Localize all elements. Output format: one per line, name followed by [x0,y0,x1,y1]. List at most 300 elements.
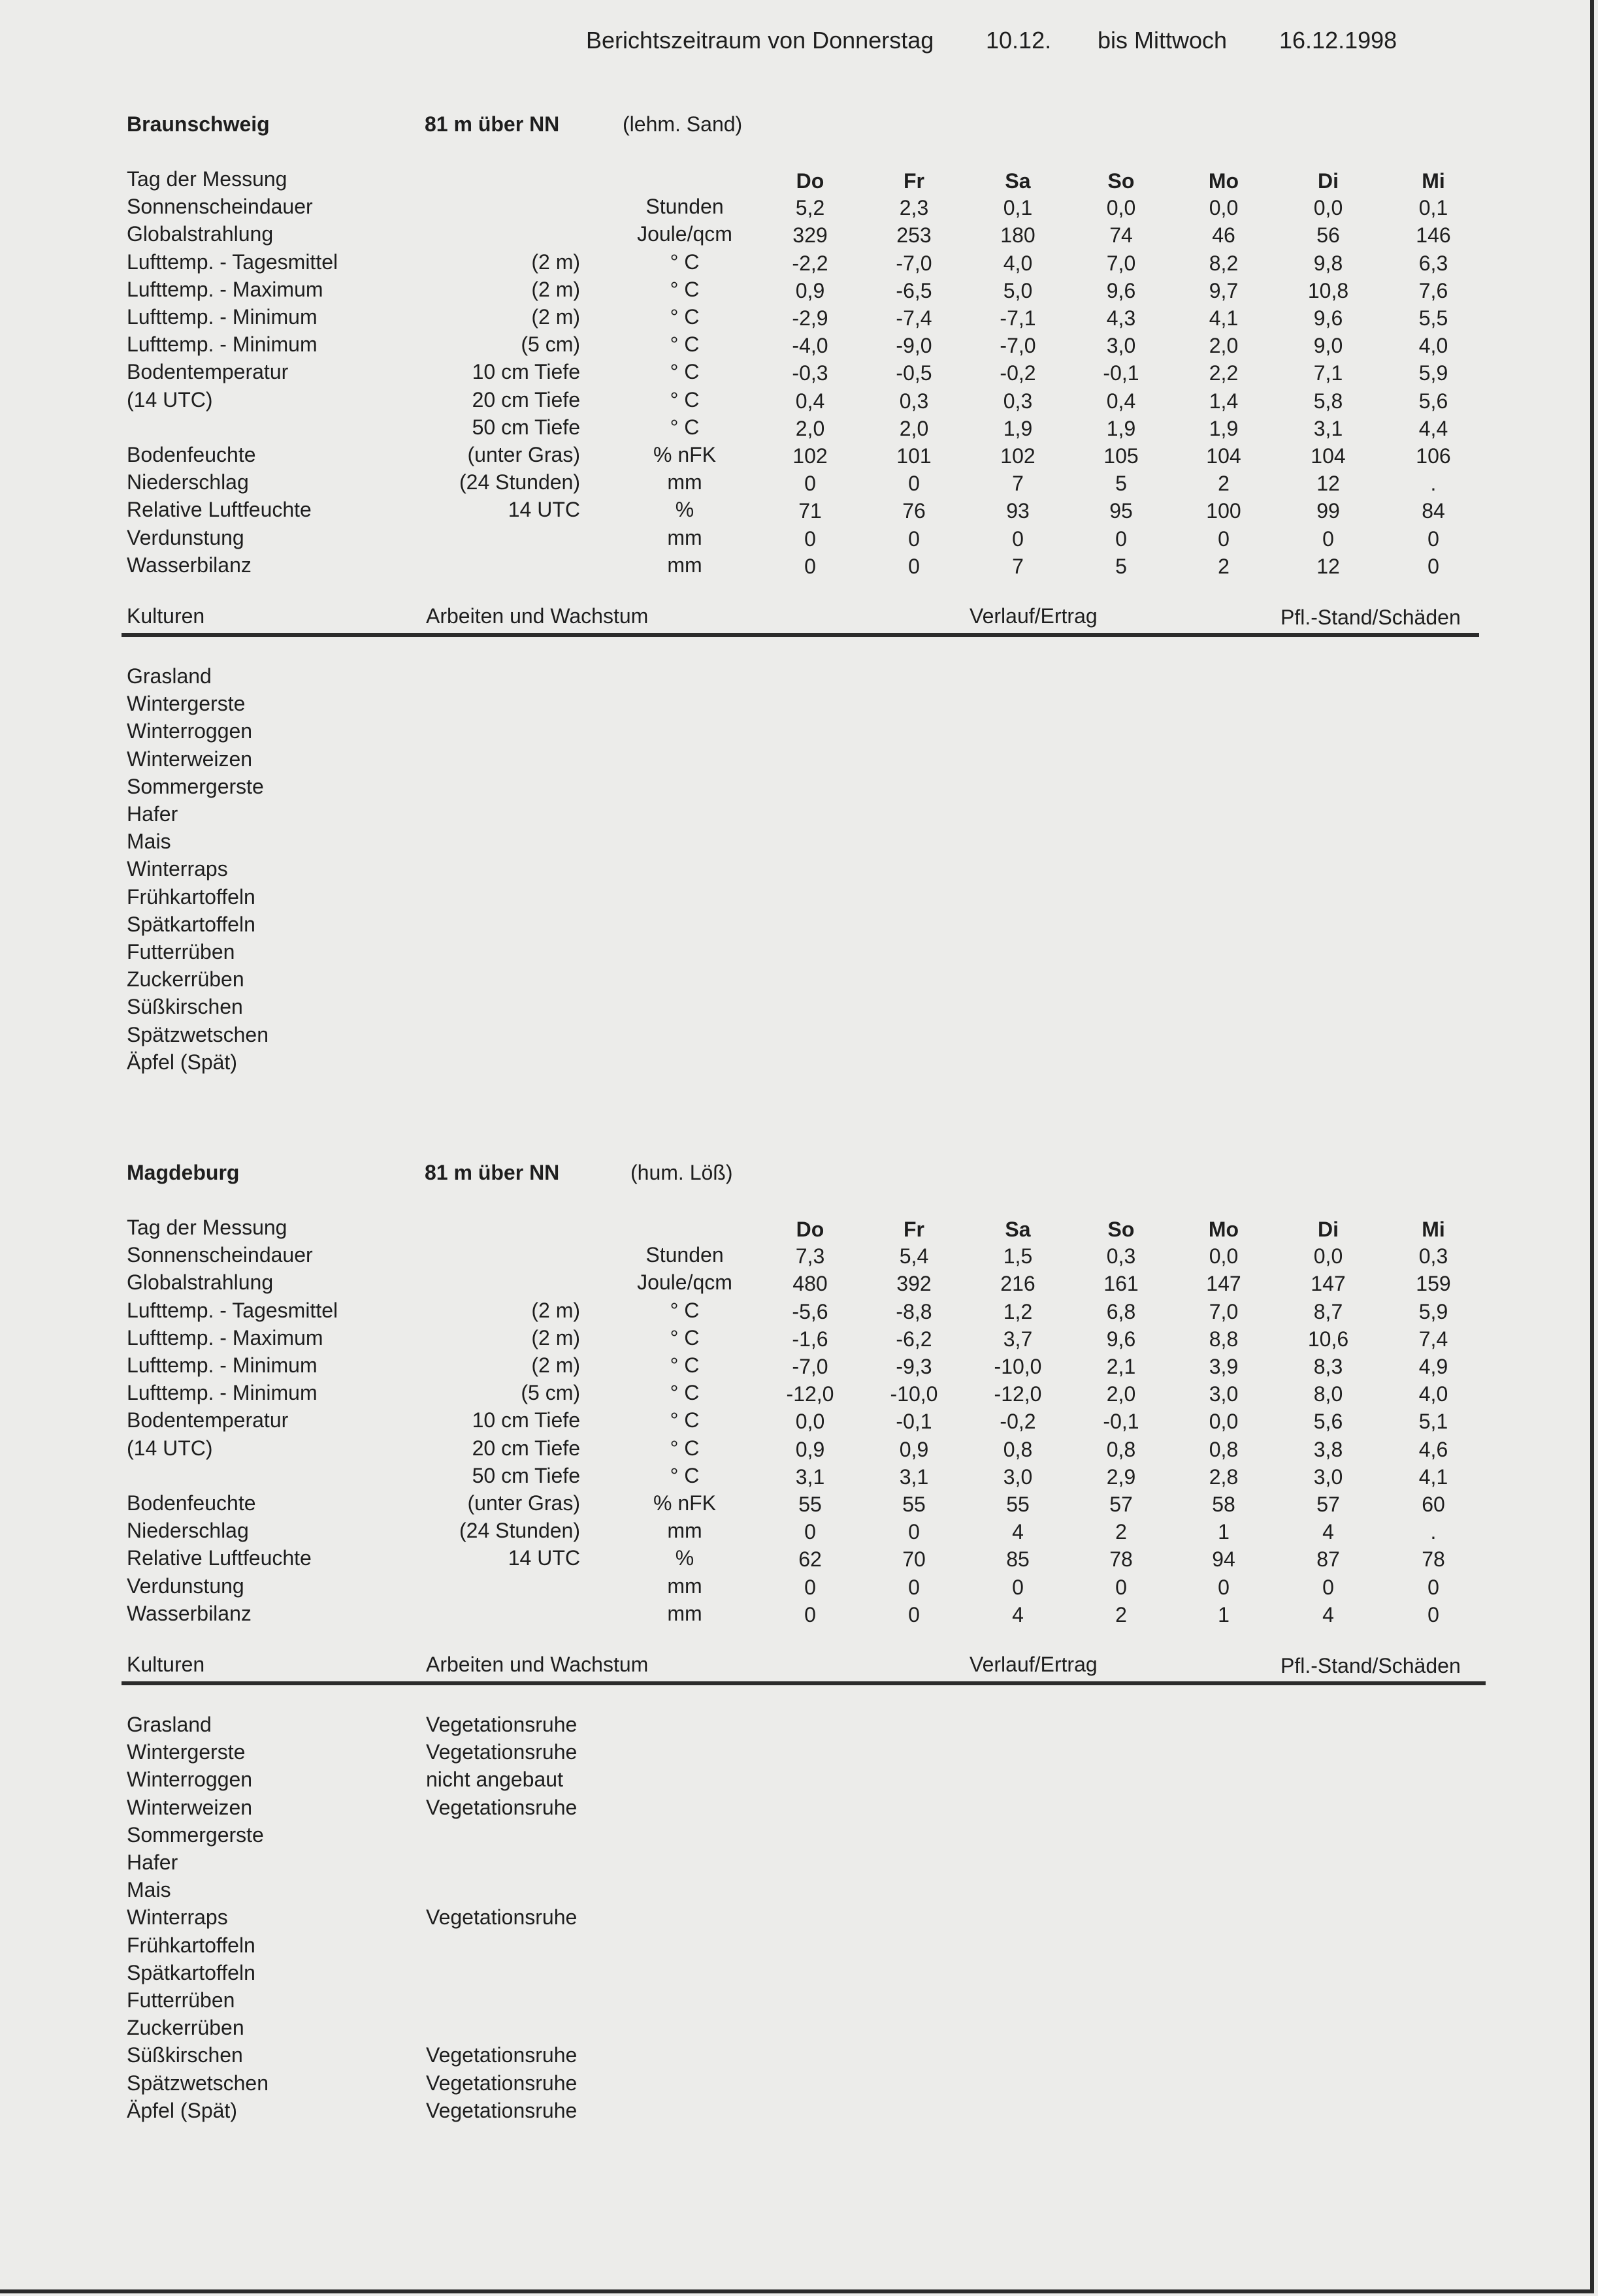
row-value: -2,9 [792,306,828,330]
crop-work: Vegetationsruhe [426,1905,578,1929]
row-value: 0 [1322,527,1334,551]
row-label: Lufttemp. - Minimum [127,1381,318,1404]
row-unit: ° C [670,1381,700,1404]
row-unit: ° C [670,305,700,329]
culture-header-work: Arbeiten und Wachstum [426,1653,649,1676]
row-value: 0 [1322,1576,1334,1599]
row-value: 5,6 [1418,389,1448,413]
row-value: 0,8 [1003,1438,1033,1461]
row-value: -0,1 [896,1410,932,1433]
row-value: 4 [1012,1603,1024,1626]
crop-name: Spätzwetschen [127,1023,269,1046]
row-unit: ° C [670,360,700,383]
row-unit: ° C [670,1436,700,1460]
row-value: 4 [1012,1520,1024,1544]
row-value: 480 [792,1272,828,1295]
crop-name: Äpfel (Spät) [127,2099,237,2122]
row-label: Lufttemp. - Tagesmittel [127,1299,338,1322]
row-unit: ° C [670,332,700,356]
row-label: (14 UTC) [127,1436,213,1460]
row-value: 0,3 [1003,389,1033,413]
row-unit: % nFK [653,1491,717,1515]
row-value: 95 [1109,499,1133,523]
row-value: 87 [1316,1547,1340,1571]
row-value: 2 [1218,555,1230,578]
row-value: 10,8 [1307,279,1349,302]
row-value: 2,0 [1106,1382,1136,1406]
row-value: 5,4 [899,1244,929,1268]
culture-header-state: Pfl.-Stand/Schäden [1280,606,1461,629]
row-value: 1 [1218,1520,1230,1544]
row-value: 94 [1212,1547,1235,1571]
row-value: 0,3 [899,389,929,413]
row-value: 147 [1206,1272,1241,1295]
row-value: 5,9 [1418,1300,1448,1323]
row-unit: % [675,498,694,521]
row-value: 0,1 [1003,196,1033,219]
station-name: Braunschweig [127,112,270,136]
row-value: 105 [1103,444,1139,468]
row-value: 12 [1316,555,1340,578]
row-value: 0,0 [795,1410,825,1433]
row-value: 1,4 [1209,389,1239,413]
header-rule [122,633,1479,637]
row-label: Niederschlag [127,1519,249,1542]
crop-name: Winterweizen [127,1796,253,1819]
row-value: 4,0 [1418,1382,1448,1406]
row-sublabel: (24 Stunden) [459,470,580,494]
row-value: 3,9 [1209,1355,1239,1378]
crop-name: Grasland [127,1713,212,1736]
row-value: -4,0 [792,334,828,357]
row-sublabel: (5 cm) [521,1381,580,1404]
row-value: 0,4 [795,389,825,413]
row-value: -7,1 [1000,306,1036,330]
day-header: So [1107,1218,1135,1241]
row-value: 9,6 [1106,279,1136,302]
row-value: 146 [1416,223,1451,247]
row-value: 85 [1006,1547,1030,1571]
row-value: 8,0 [1313,1382,1343,1406]
culture-header-course: Verlauf/Ertrag [970,604,1098,628]
row-value: 106 [1416,444,1451,468]
crop-name: Spätzwetschen [127,2071,269,2095]
day-row-label: Tag der Messung [127,167,287,191]
row-sublabel: (unter Gras) [467,1491,580,1515]
row-value: 1,2 [1003,1300,1033,1323]
row-value: 5,6 [1313,1410,1343,1433]
day-row-label: Tag der Messung [127,1216,287,1239]
crop-name: Grasland [127,664,212,688]
start-date: 10.12. [986,27,1052,54]
culture-header-course: Verlauf/Ertrag [970,1653,1098,1676]
crop-name: Zuckerrüben [127,967,244,991]
row-value: 0 [1427,527,1439,551]
row-label: Globalstrahlung [127,222,274,246]
row-value: 55 [1006,1493,1030,1516]
row-value: 180 [1000,223,1035,247]
row-value: 0,0 [1209,196,1239,219]
row-unit: % nFK [653,443,717,466]
row-unit: mm [667,526,702,549]
period-label: Berichtszeitraum von Donnerstag [586,27,934,54]
row-value: 3,7 [1003,1327,1033,1351]
row-value: 0 [804,1603,816,1626]
row-sublabel: 10 cm Tiefe [472,1408,580,1432]
row-value: 0,9 [899,1438,929,1461]
station-name: Magdeburg [127,1161,240,1184]
row-value: 4,9 [1418,1355,1448,1378]
row-value: 5,9 [1418,361,1448,385]
crop-name: Sommergerste [127,775,264,798]
crop-name: Hafer [127,1851,178,1874]
row-value: -10,0 [994,1355,1042,1378]
crop-work: Vegetationsruhe [426,2071,578,2095]
row-value: 101 [896,444,932,468]
station-elevation: 81 m über NN [425,1161,560,1184]
row-value: 56 [1316,223,1340,247]
row-sublabel: (2 m) [531,250,580,274]
row-value: 4 [1322,1520,1334,1544]
row-value: 2 [1115,1603,1127,1626]
crop-name: Frühkartoffeln [127,1933,255,1957]
station-soil: (lehm. Sand) [623,112,743,136]
row-value: 0 [1427,1603,1439,1626]
row-value: 0,8 [1209,1438,1239,1461]
row-unit: Joule/qcm [637,1270,732,1294]
row-sublabel: 50 cm Tiefe [472,415,580,439]
row-value: 2,8 [1209,1465,1239,1489]
row-value: 4,1 [1418,1465,1448,1489]
row-value: 0 [1218,1576,1230,1599]
row-label: Bodentemperatur [127,360,289,383]
crop-name: Äpfel (Spät) [127,1050,237,1074]
day-header: Di [1318,1218,1339,1241]
row-value: 4,4 [1418,417,1448,440]
row-value: 5,2 [795,196,825,219]
crop-name: Süßkirschen [127,2043,243,2067]
row-value: 0,3 [1418,1244,1448,1268]
row-label: Wasserbilanz [127,1602,252,1625]
row-value: 9,6 [1106,1327,1136,1351]
row-value: . [1430,472,1437,495]
row-sublabel: 14 UTC [508,498,580,521]
crop-work: Vegetationsruhe [426,1713,578,1736]
row-unit: % [675,1546,694,1570]
row-value: -6,5 [896,279,932,302]
row-value: 58 [1212,1493,1235,1516]
row-value: -10,0 [890,1382,938,1406]
row-value: 0,0 [1106,196,1136,219]
row-sublabel: 20 cm Tiefe [472,388,580,412]
row-sublabel: (unter Gras) [467,443,580,466]
row-value: 0,0 [1209,1410,1239,1433]
day-header: Mi [1422,169,1445,193]
row-value: 84 [1422,499,1445,523]
row-value: . [1430,1520,1437,1544]
row-value: 2,9 [1106,1465,1136,1489]
row-sublabel: (2 m) [531,278,580,301]
crop-name: Winterraps [127,857,228,881]
row-value: 0,4 [1106,389,1136,413]
crop-name: Frühkartoffeln [127,885,255,909]
row-value: 9,0 [1313,334,1343,357]
header-rule [122,1681,1486,1685]
row-unit: mm [667,1602,702,1625]
row-value: 9,6 [1313,306,1343,330]
row-value: 2,1 [1106,1355,1136,1378]
row-value: 70 [902,1547,926,1571]
row-value: -1,6 [792,1327,828,1351]
row-value: 0,0 [1313,1244,1343,1268]
row-value: -12,0 [994,1382,1042,1406]
row-value: 71 [798,499,822,523]
row-value: -7,0 [792,1355,828,1378]
row-value: -5,6 [792,1300,828,1323]
row-value: 5,0 [1003,279,1033,302]
row-label: Lufttemp. - Minimum [127,1353,318,1377]
row-unit: ° C [670,1408,700,1432]
row-value: 7,1 [1313,361,1343,385]
row-value: 0 [908,1576,920,1599]
crop-name: Futterrüben [127,940,235,963]
row-unit: ° C [670,1299,700,1322]
row-value: -9,0 [896,334,932,357]
row-value: 0 [908,1603,920,1626]
row-value: -8,8 [896,1300,932,1323]
row-unit: Stunden [645,195,724,218]
row-value: 8,3 [1313,1355,1343,1378]
row-value: -9,3 [896,1355,932,1378]
row-sublabel: (5 cm) [521,332,580,356]
row-value: 74 [1109,223,1133,247]
row-sublabel: 14 UTC [508,1546,580,1570]
row-label: Wasserbilanz [127,553,252,577]
row-value: 0,0 [1313,196,1343,219]
end-date: 16.12.1998 [1279,27,1397,54]
row-value: 7 [1012,555,1024,578]
row-value: 3,0 [1209,1382,1239,1406]
row-value: 6,8 [1106,1300,1136,1323]
row-sublabel: (2 m) [531,305,580,329]
row-value: -0,5 [896,361,932,385]
crop-name: Winterweizen [127,747,253,771]
row-value: 78 [1422,1547,1445,1571]
row-unit: mm [667,1574,702,1598]
row-value: 1,9 [1106,417,1136,440]
row-value: 1,5 [1003,1244,1033,1268]
row-value: 0 [804,1576,816,1599]
row-value: 5 [1115,555,1127,578]
row-value: 0 [804,527,816,551]
row-unit: mm [667,1519,702,1542]
row-value: 0 [1115,527,1127,551]
day-header: Di [1318,169,1339,193]
row-value: 2,2 [1209,361,1239,385]
row-unit: Stunden [645,1243,724,1267]
row-value: 9,7 [1209,279,1239,302]
crop-name: Süßkirschen [127,995,243,1018]
row-value: 0 [908,1520,920,1544]
row-value: 2 [1115,1520,1127,1544]
row-value: 2,0 [899,417,929,440]
day-header: Fr [904,1218,924,1241]
row-unit: ° C [670,1353,700,1377]
row-value: 3,1 [795,1465,825,1489]
row-value: 4,0 [1418,334,1448,357]
row-value: 8,2 [1209,251,1239,275]
crop-name: Spätkartoffeln [127,1961,255,1984]
day-header: Mo [1208,169,1239,193]
row-value: 5,5 [1418,306,1448,330]
row-value: 3,0 [1106,334,1136,357]
row-value: 5 [1115,472,1127,495]
row-unit: ° C [670,388,700,412]
row-value: 0 [804,555,816,578]
row-value: 4,1 [1209,306,1239,330]
culture-header-crop: Kulturen [127,1653,205,1676]
row-value: 100 [1206,499,1241,523]
crop-name: Hafer [127,802,178,826]
day-header: So [1107,169,1135,193]
row-sublabel: (24 Stunden) [459,1519,580,1542]
row-value: 2,3 [899,196,929,219]
row-value: -0,3 [792,361,828,385]
row-value: 10,6 [1307,1327,1349,1351]
row-value: 0 [1012,527,1024,551]
row-unit: ° C [670,278,700,301]
row-value: -0,1 [1103,1410,1139,1433]
row-value: -0,2 [1000,361,1036,385]
row-unit: ° C [670,415,700,439]
row-unit: ° C [670,250,700,274]
row-value: 0 [1012,1576,1024,1599]
row-value: 0,3 [1106,1244,1136,1268]
row-unit: ° C [670,1464,700,1487]
row-value: 2,0 [795,417,825,440]
row-value: 161 [1103,1272,1139,1295]
row-value: 0 [804,472,816,495]
row-label: Bodentemperatur [127,1408,289,1432]
culture-header-crop: Kulturen [127,604,205,628]
day-header: Mo [1208,1218,1239,1241]
row-value: 7,0 [1209,1300,1239,1323]
crop-work: Vegetationsruhe [426,2043,578,2067]
row-label: Globalstrahlung [127,1270,274,1294]
row-label: Bodenfeuchte [127,1491,256,1515]
row-value: 0 [1427,555,1439,578]
row-value: -2,2 [792,251,828,275]
row-value: 62 [798,1547,822,1571]
row-value: 104 [1206,444,1241,468]
culture-header-work: Arbeiten und Wachstum [426,604,649,628]
row-value: 3,0 [1313,1465,1343,1489]
row-label: Niederschlag [127,470,249,494]
row-value: 9,8 [1313,251,1343,275]
row-value: 2,0 [1209,334,1239,357]
row-label: (14 UTC) [127,388,213,412]
crop-name: Winterroggen [127,1768,253,1791]
day-header: Sa [1005,169,1031,193]
row-value: 4 [1322,1603,1334,1626]
station-elevation: 81 m über NN [425,112,560,136]
row-value: 159 [1416,1272,1451,1295]
row-unit: mm [667,470,702,494]
row-value: 0,1 [1418,196,1448,219]
crop-name: Winterroggen [127,719,253,743]
row-unit: ° C [670,1326,700,1350]
row-unit: Joule/qcm [637,222,732,246]
row-value: 0,9 [795,1438,825,1461]
row-value: 6,3 [1418,251,1448,275]
row-value: 3,0 [1003,1465,1033,1489]
row-value: 102 [792,444,828,468]
row-value: 12 [1316,472,1340,495]
row-value: 93 [1006,499,1030,523]
crop-name: Mais [127,1878,171,1901]
row-value: 329 [792,223,828,247]
row-value: 0 [908,527,920,551]
row-value: 102 [1000,444,1035,468]
row-value: 0,0 [1209,1244,1239,1268]
row-label: Lufttemp. - Maximum [127,278,323,301]
row-sublabel: 50 cm Tiefe [472,1464,580,1487]
row-value: 7,0 [1106,251,1136,275]
row-value: 4,3 [1106,306,1136,330]
row-value: 76 [902,499,926,523]
row-value: -0,2 [1000,1410,1036,1433]
row-value: 3,8 [1313,1438,1343,1461]
row-sublabel: (2 m) [531,1353,580,1377]
row-value: 57 [1316,1493,1340,1516]
row-value: 0 [908,555,920,578]
crop-name: Winterraps [127,1905,228,1929]
row-value: 0 [804,1520,816,1544]
crop-name: Wintergerste [127,1740,246,1764]
crop-work: nicht angebaut [426,1768,563,1791]
row-value: 46 [1212,223,1235,247]
row-sublabel: (2 m) [531,1299,580,1322]
row-value: 0 [1115,1576,1127,1599]
crop-name: Wintergerste [127,692,246,715]
row-sublabel: 20 cm Tiefe [472,1436,580,1460]
row-value: 7,4 [1418,1327,1448,1351]
crop-work: Vegetationsruhe [426,1796,578,1819]
row-value: 147 [1311,1272,1346,1295]
row-value: 0,8 [1106,1438,1136,1461]
end-label: bis Mittwoch [1098,27,1228,54]
crop-work: Vegetationsruhe [426,2099,578,2122]
row-value: 0 [1427,1576,1439,1599]
row-value: 7 [1012,472,1024,495]
row-value: 1,9 [1209,417,1239,440]
row-value: 55 [902,1493,926,1516]
day-header: Fr [904,169,924,193]
row-value: -7,0 [896,251,932,275]
row-value: -0,1 [1103,361,1139,385]
row-value: -7,4 [896,306,932,330]
row-value: 2 [1218,472,1230,495]
row-label: Sonnenscheindauer [127,195,313,218]
row-value: 1,9 [1003,417,1033,440]
row-label: Bodenfeuchte [127,443,256,466]
row-label: Sonnenscheindauer [127,1243,313,1267]
day-header: Mi [1422,1218,1445,1241]
row-value: 7,3 [795,1244,825,1268]
row-value: 0,9 [795,279,825,302]
row-label: Lufttemp. - Minimum [127,332,318,356]
row-value: 1 [1218,1603,1230,1626]
